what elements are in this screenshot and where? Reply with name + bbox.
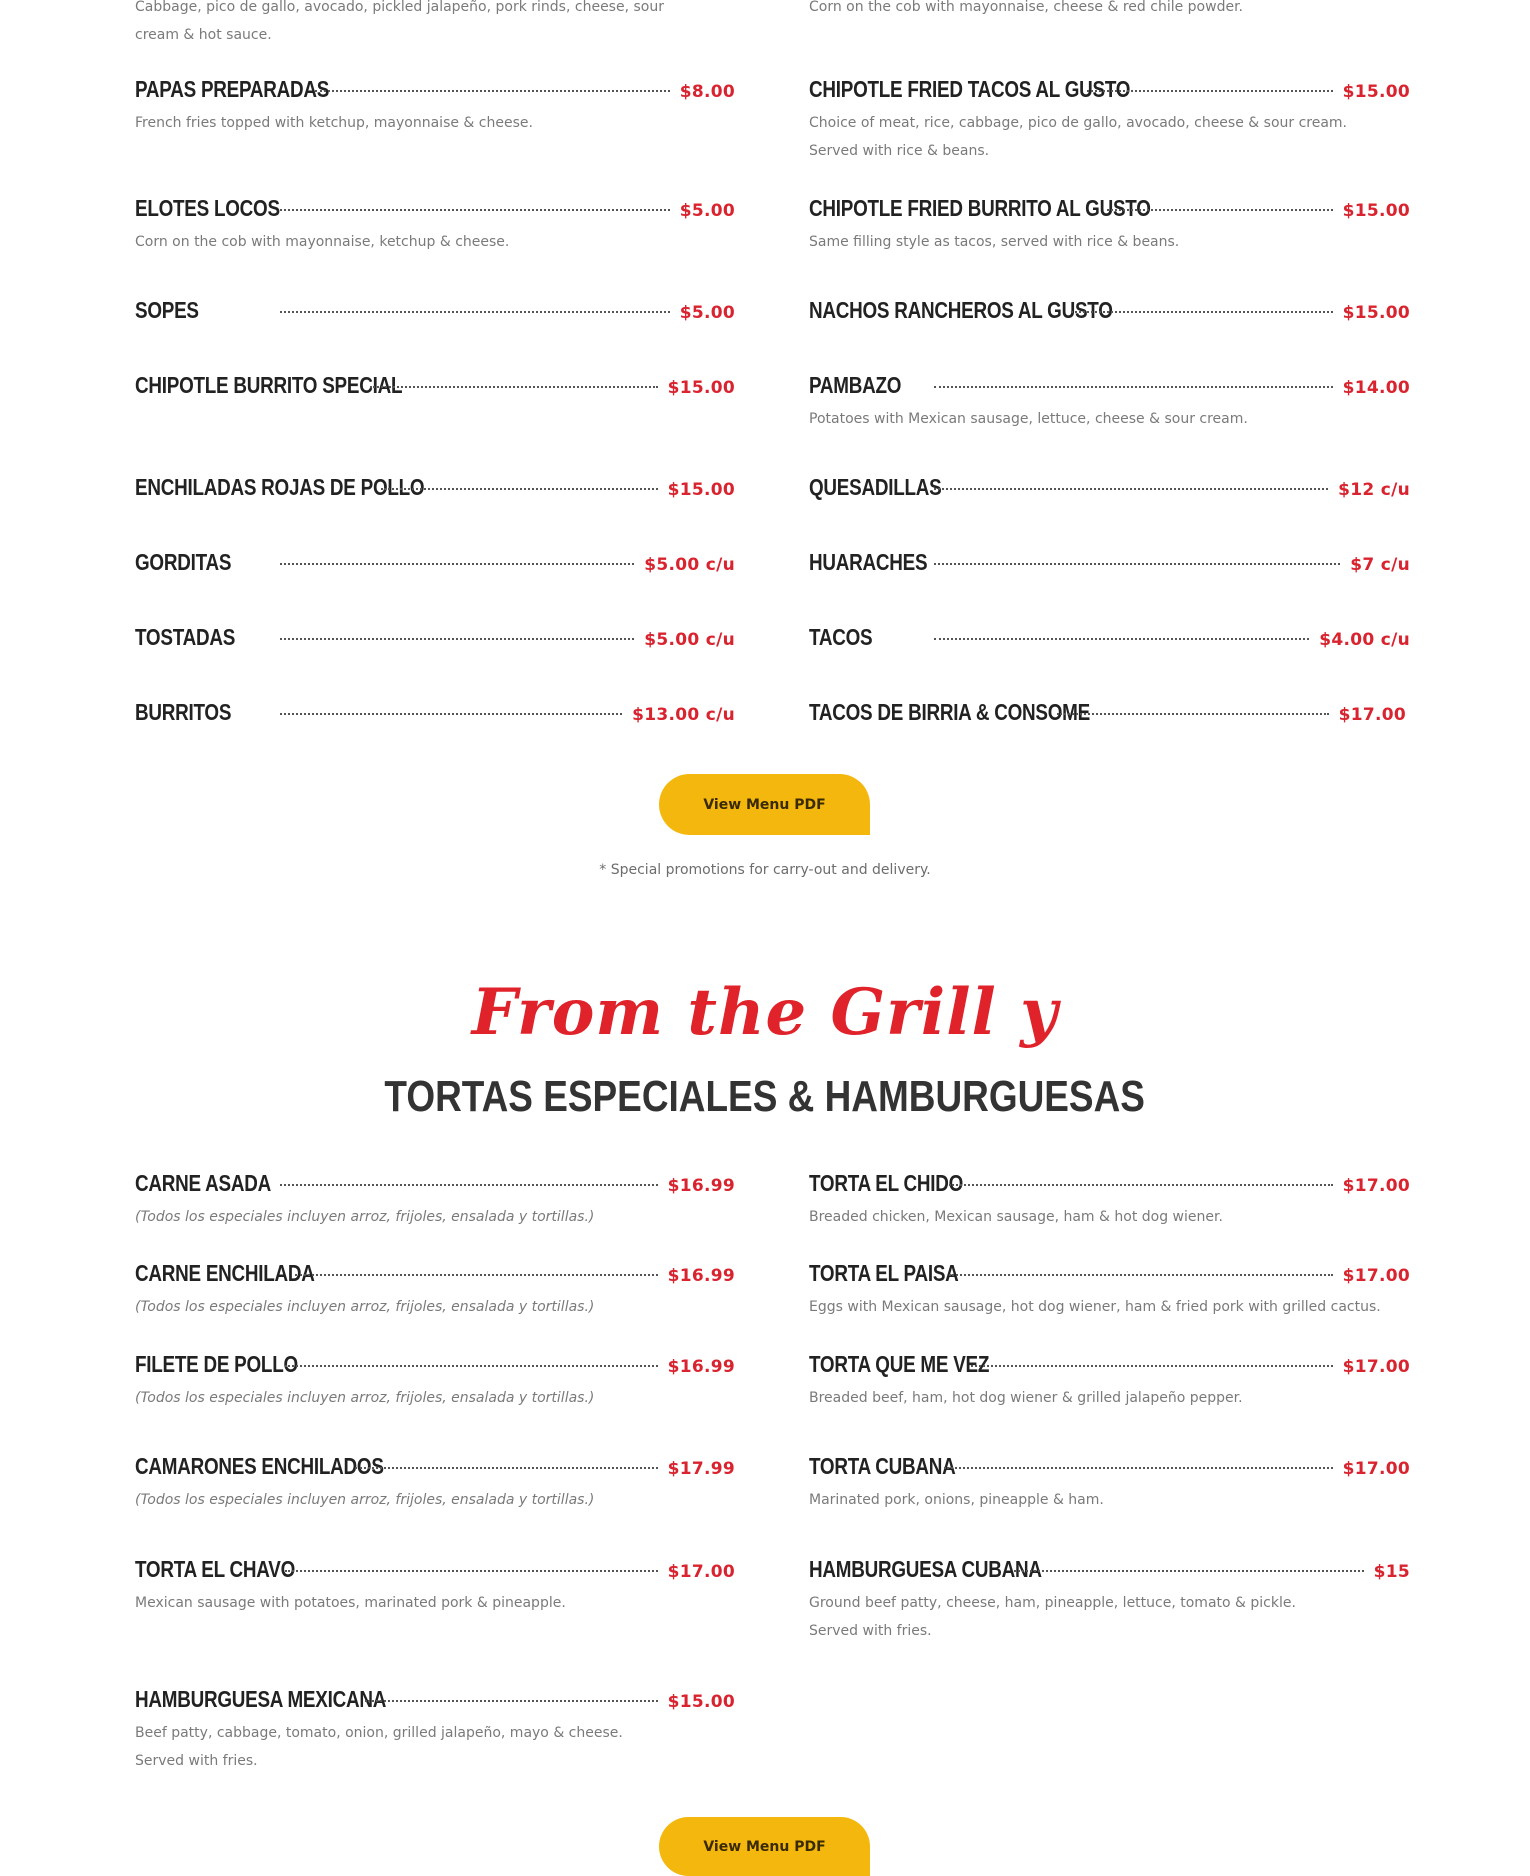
menu-item (135, 624, 735, 651)
dotted-leader (1107, 209, 1333, 211)
menu-item (135, 1556, 735, 1617)
dotted-leader (365, 1700, 658, 1702)
item-description: Cabbage, pico de gallo, avocado, pickled jalapeño, pork rinds, cheese, sour cream & hot sauce. (135, 0, 664, 43)
item-name: CHIPOTLE FRIED BURRITO AL GUSTO (809, 195, 1151, 221)
menu-item (135, 76, 735, 137)
menu-item (809, 549, 1410, 576)
menu-item (135, 1170, 735, 1231)
promo-note: * Special promotions for carry-out and delivery. (599, 862, 931, 878)
section-script-title: From the Grill y (471, 975, 1059, 1050)
dotted-leader (280, 638, 634, 640)
item-price: $16.99 (667, 1176, 735, 1196)
menu-item (135, 1453, 735, 1514)
item-name: TORTA EL CHIDO (809, 1170, 964, 1196)
item-price: $8.00 (679, 82, 735, 102)
menu-item (135, 372, 735, 399)
item-name: CARNE ASADA (135, 1170, 271, 1196)
menu-item (809, 195, 1410, 256)
item-name: GORDITAS (135, 549, 232, 575)
section-title-text: TORTAS ESPECIALES & HAMBURGUESAS (384, 1072, 1146, 1121)
item-price: $15.00 (1342, 303, 1410, 323)
view-menu-pdf-button[interactable]: View Menu PDF (659, 1817, 870, 1876)
item-price: $15.00 (1342, 201, 1410, 221)
item-description: Mexican sausage with potatoes, marinated pork & pineapple. (135, 1595, 566, 1611)
item-name: TORTA QUE ME VEZ (809, 1351, 990, 1377)
dotted-leader (934, 638, 1309, 640)
dotted-leader (280, 209, 670, 211)
menu-item (135, 549, 735, 576)
menu-item (135, 699, 735, 726)
menu-item (809, 372, 1410, 433)
item-price: $13.00 c/u (632, 705, 735, 725)
item-price: $16.99 (667, 1357, 735, 1377)
dotted-leader (1014, 1570, 1364, 1572)
menu-item (135, 1260, 735, 1321)
item-description: Marinated pork, onions, pineapple & ham. (809, 1492, 1104, 1508)
menu-item (135, 474, 735, 501)
item-name: PAPAS PREPARADAS (135, 76, 330, 102)
item-price: $14.00 (1342, 378, 1410, 398)
dotted-leader (971, 1365, 1333, 1367)
menu-item (809, 1556, 1410, 1645)
item-name: HAMBURGUESA CUBANA (809, 1556, 1042, 1582)
item-name: SOPES (135, 297, 199, 323)
dotted-leader (285, 1570, 658, 1572)
item-description: French fries topped with ketchup, mayonnaise & cheese. (135, 115, 533, 131)
section-title (0, 1072, 1530, 1122)
item-price: $16.99 (667, 1266, 735, 1286)
dotted-leader (295, 1274, 658, 1276)
item-description: Same filling style as tacos, served with rice & beans. (809, 234, 1180, 250)
item-name: FILETE DE POLLO (135, 1351, 298, 1377)
item-name: ENCHILADAS ROJAS DE POLLO (135, 474, 425, 500)
dotted-leader (1087, 90, 1333, 92)
menu-item (809, 76, 1410, 165)
menu-item (809, 1260, 1410, 1321)
item-price: $17.00 (1338, 705, 1406, 725)
item-name: HAMBURGUESA MEXICANA (135, 1686, 387, 1712)
item-description: (Todos los especiales incluyen arroz, frijoles, ensalada y tortillas.) (135, 1299, 595, 1315)
item-name: TACOS DE BIRRIA & CONSOME (809, 699, 1090, 725)
item-description: Choice of meat, rice, cabbage, pico de gallo, avocado, cheese & sour cream. Served with rice & beans. (809, 115, 1348, 159)
item-description: Corn on the cob with mayonnaise, ketchup & cheese. (135, 234, 510, 250)
item-price: $17.00 (1342, 1266, 1410, 1286)
menu-item (809, 699, 1406, 726)
item-name: CHIPOTLE FRIED TACOS AL GUSTO (809, 76, 1131, 102)
menu-item (809, 1351, 1410, 1412)
dotted-leader (934, 563, 1340, 565)
item-description: Eggs with Mexican sausage, hot dog wiener, ham & fried pork with grilled cactus. (809, 1299, 1381, 1315)
item-price: $5.00 c/u (644, 630, 735, 650)
menu-item (135, 195, 735, 256)
menu-item (809, 624, 1410, 651)
item-description: Breaded chicken, Mexican sausage, ham & hot dog wiener. (809, 1209, 1223, 1225)
item-name: CAMARONES ENCHILADOS (135, 1453, 384, 1479)
dotted-leader (949, 1184, 1333, 1186)
item-name: TOSTADAS (135, 624, 236, 650)
item-price: $12 c/u (1338, 480, 1410, 500)
item-price: $15.00 (667, 1692, 735, 1712)
item-price: $17.00 (667, 1562, 735, 1582)
item-name: PAMBAZO (809, 372, 902, 398)
item-description: (Todos los especiales incluyen arroz, frijoles, ensalada y tortillas.) (135, 1492, 595, 1508)
item-price: $15.00 (667, 480, 735, 500)
menu-item (135, 1351, 735, 1412)
item-price: $4.00 c/u (1319, 630, 1410, 650)
item-price: $17.00 (1342, 1176, 1410, 1196)
item-description: (Todos los especiales incluyen arroz, frijoles, ensalada y tortillas.) (135, 1209, 595, 1225)
item-name: BURRITOS (135, 699, 232, 725)
menu-item (809, 474, 1410, 501)
item-price: $15.00 (1342, 82, 1410, 102)
item-description: Ground beef patty, cheese, ham, pineapple, lettuce, tomato & pickle. Served with fries. (809, 1595, 1296, 1639)
view-menu-pdf-button[interactable]: View Menu PDF (659, 774, 870, 835)
dotted-leader (944, 1467, 1333, 1469)
item-price: $5.00 c/u (644, 555, 735, 575)
dotted-leader (285, 1365, 658, 1367)
item-description: Breaded beef, ham, hot dog wiener & grilled jalapeño pepper. (809, 1390, 1243, 1406)
item-description: Potatoes with Mexican sausage, lettuce, cheese & sour cream. (809, 411, 1248, 427)
dotted-leader (280, 311, 670, 313)
item-name: CARNE ENCHILADA (135, 1260, 315, 1286)
item-price: $15.00 (667, 378, 735, 398)
dotted-leader (381, 488, 658, 490)
item-name: ELOTES LOCOS (135, 195, 280, 221)
item-price: $17.00 (1342, 1459, 1410, 1479)
item-name: TORTA EL CHAVO (135, 1556, 296, 1582)
item-description: Beef patty, cabbage, tomato, onion, grilled jalapeño, mayo & cheese. Served with fries. (135, 1725, 623, 1769)
menu-item (809, 1170, 1410, 1231)
item-description: Corn on the cob with mayonnaise, cheese & red chile powder. (809, 0, 1243, 15)
item-price: $17.00 (1342, 1357, 1410, 1377)
dotted-leader (934, 488, 1328, 490)
item-price: $7 c/u (1350, 555, 1410, 575)
item-price: $5.00 (679, 303, 735, 323)
item-price: $17.99 (667, 1459, 735, 1479)
menu-item (135, 1686, 735, 1775)
item-price: $5.00 (679, 201, 735, 221)
item-name: HUARACHES (809, 549, 928, 575)
dotted-leader (355, 1467, 658, 1469)
dotted-leader (280, 1184, 658, 1186)
menu-item (809, 297, 1410, 324)
dotted-leader (949, 1274, 1333, 1276)
dotted-leader (280, 563, 634, 565)
item-name: CHIPOTLE BURRITO SPECIAL (135, 372, 403, 398)
item-name: NACHOS RANCHEROS AL GUSTO (809, 297, 1113, 323)
item-name: TORTA EL PAISA (809, 1260, 959, 1286)
dotted-leader (1071, 311, 1333, 313)
item-description: (Todos los especiales incluyen arroz, frijoles, ensalada y tortillas.) (135, 1390, 595, 1406)
dotted-leader (315, 90, 670, 92)
menu-item (135, 297, 735, 324)
item-name: TACOS (809, 624, 873, 650)
dotted-leader (934, 386, 1333, 388)
item-name: TORTA CUBANA (809, 1453, 956, 1479)
dotted-leader (1057, 713, 1329, 715)
dotted-leader (280, 713, 622, 715)
dotted-leader (370, 386, 658, 388)
item-price: $15 (1373, 1562, 1410, 1582)
menu-item (809, 1453, 1410, 1514)
item-name: QUESADILLAS (809, 474, 942, 500)
